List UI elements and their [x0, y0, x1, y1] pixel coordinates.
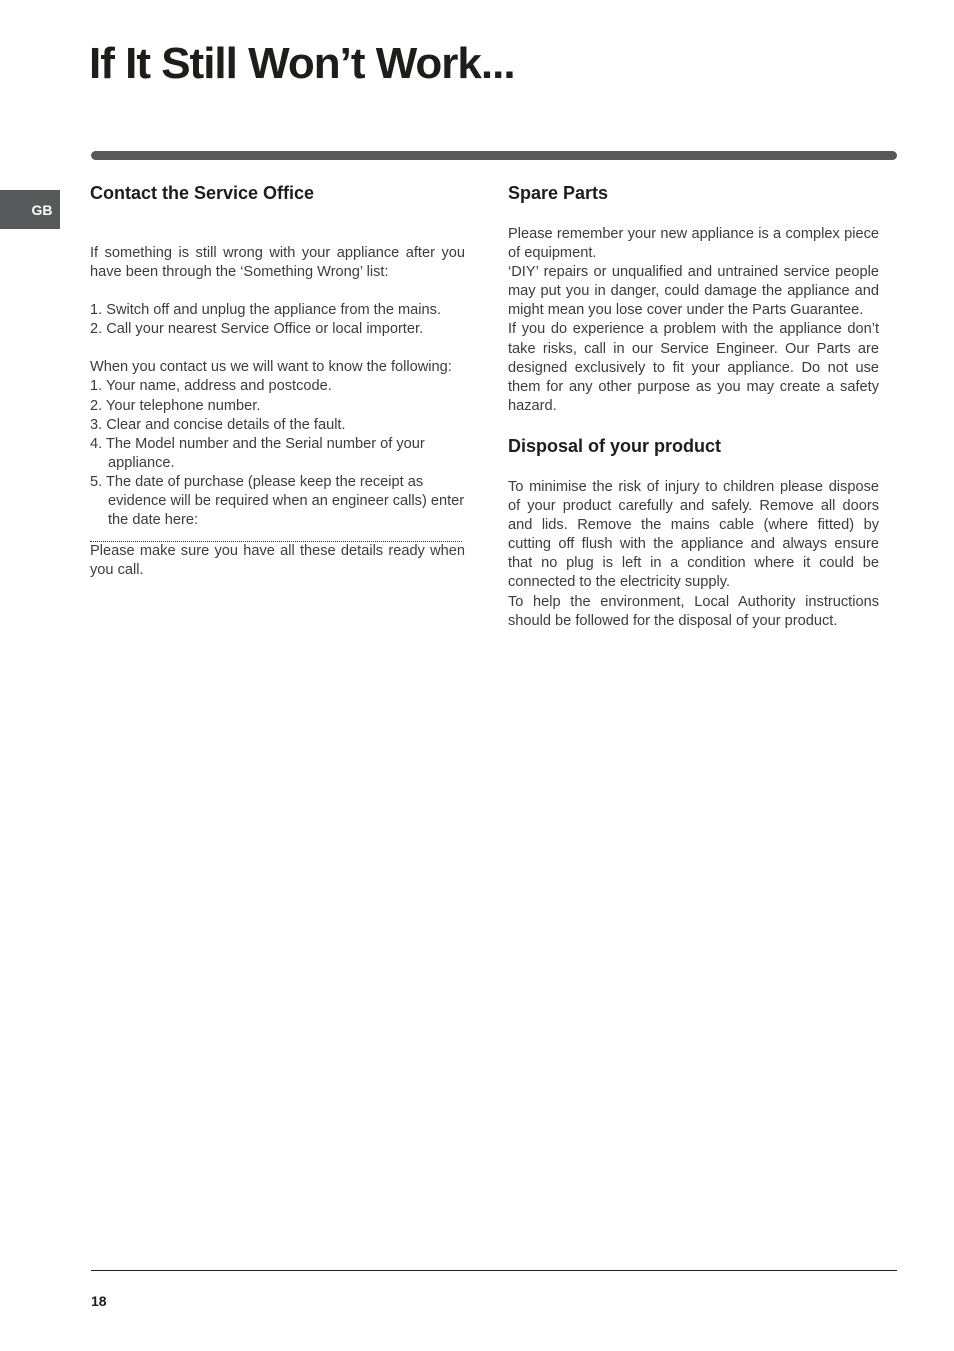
contact-closing: Please make sure you have all these details ready when you call. — [90, 543, 465, 579]
title-divider — [91, 151, 897, 160]
page-number: 18 — [91, 1293, 107, 1309]
spare-parts-heading: Spare Parts — [508, 183, 609, 203]
disposal-paragraph: To minimise the risk of injury to children please dispose of your product carefully and safely. Remove all doors and lids. Remove the mains cable (where fitted) by cutting off flush with the appliance and always ensure that no plug is left in a condition where it could be connected to the electricity supply. — [508, 478, 879, 591]
contact-steps-list — [90, 301, 465, 339]
date-entry-line — [90, 522, 462, 542]
list-item: 4. The Model number and the Serial number of your appliance. — [90, 435, 425, 471]
spare-parts-paragraph: ‘DIY’ repairs or unqualified and untrained service people may put you in danger, could damage the appliance and might mean you lose cover under the Parts Guarantee. — [508, 264, 879, 319]
contact-know-intro: When you contact us we will want to know the following: — [90, 359, 452, 376]
spare-parts-paragraph: If you do experience a problem with the appliance don’t take risks, call in our Service Engineer. Our Parts are designed exclusively to fit your appliance. Do not use them for any other purpose as you may create a safety hazard. — [508, 321, 879, 414]
contact-section — [90, 180, 465, 580]
page-title: If It Still Won’t Work... — [89, 39, 515, 88]
list-item: 2. Call your nearest Service Office or local importer. — [90, 321, 424, 338]
spare-parts-section — [508, 180, 879, 631]
disposal-paragraph: To help the environment, Local Authority instructions should be followed for the disposal of your product. — [508, 593, 879, 629]
contact-heading: Contact the Service Office — [90, 183, 315, 203]
contact-intro: If something is still wrong with your appliance after you have been through the ‘Something Wrong’ list: — [90, 245, 465, 281]
contact-details-list — [90, 377, 465, 530]
language-tab: GB — [0, 190, 60, 229]
footer-divider — [91, 1270, 897, 1271]
list-item: 1. Your name, address and postcode. — [90, 378, 332, 395]
spare-parts-paragraph: Please remember your new appliance is a complex piece of equipment. — [508, 226, 879, 262]
list-item: 3. Clear and concise details of the fault. — [90, 416, 346, 433]
disposal-heading: Disposal of your product — [508, 435, 722, 456]
list-item: 1. Switch off and unplug the appliance from the mains. — [90, 302, 442, 319]
list-item: 5. The date of purchase (please keep the receipt as evidence will be required when an engineer calls) enter the date here: — [90, 473, 465, 529]
list-item: 2. Your telephone number. — [90, 397, 261, 414]
